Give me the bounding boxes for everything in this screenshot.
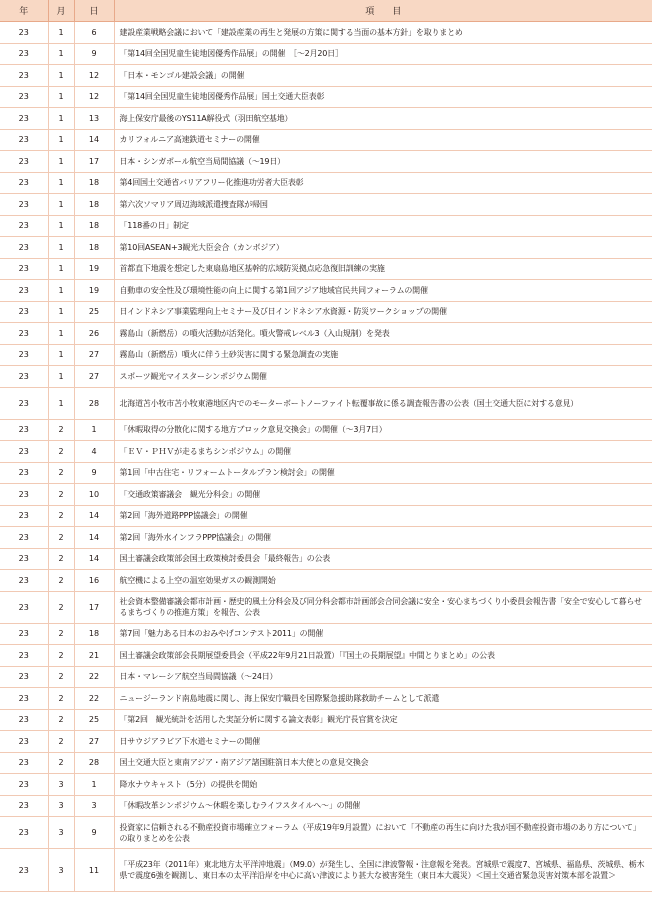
cell-day: 22 <box>74 688 114 710</box>
cell-month: 1 <box>48 237 74 259</box>
cell-item: 「日本・モンゴル建設会議」の開催 <box>114 65 652 87</box>
table-row <box>0 301 652 323</box>
cell-year: 23 <box>0 591 48 623</box>
cell-month: 2 <box>48 709 74 731</box>
cell-year: 23 <box>0 548 48 570</box>
table-row <box>0 462 652 484</box>
cell-year: 23 <box>0 237 48 259</box>
cell-day: 17 <box>74 591 114 623</box>
cell-item: 「第2回 観光統計を活用した実証分析に関する論文表彰」観光庁長官賞を決定 <box>114 709 652 731</box>
cell-day: 12 <box>74 86 114 108</box>
table-row <box>0 215 652 237</box>
cell-month: 1 <box>48 323 74 345</box>
cell-month: 1 <box>48 65 74 87</box>
cell-item: 航空機による上空の温室効果ガスの観測開始 <box>114 570 652 592</box>
table-row <box>0 774 652 796</box>
cell-month: 2 <box>48 462 74 484</box>
table-body <box>0 22 652 892</box>
cell-month: 1 <box>48 43 74 65</box>
cell-day: 14 <box>74 548 114 570</box>
cell-month: 2 <box>48 419 74 441</box>
table-row <box>0 323 652 345</box>
table-row <box>0 666 652 688</box>
cell-year: 23 <box>0 752 48 774</box>
cell-day: 10 <box>74 484 114 506</box>
cell-item: 「交通政策審議会 観光分科会」の開催 <box>114 484 652 506</box>
cell-year: 23 <box>0 527 48 549</box>
cell-day: 3 <box>74 795 114 817</box>
table-row <box>0 591 652 623</box>
cell-day: 17 <box>74 151 114 173</box>
cell-item: 国土交通大臣と東南アジア・南アジア諸国駐箚日本大使との意見交換会 <box>114 752 652 774</box>
cell-year: 23 <box>0 108 48 130</box>
cell-day: 18 <box>74 172 114 194</box>
cell-year: 23 <box>0 419 48 441</box>
cell-item: 「118番の日」制定 <box>114 215 652 237</box>
cell-item: 国土審議会政策部会長期展望委員会（平成22年9月21日設置）「『国土の長期展望』中間とりまとめ」の公表 <box>114 645 652 667</box>
cell-month: 1 <box>48 215 74 237</box>
cell-day: 1 <box>74 419 114 441</box>
cell-day: 9 <box>74 43 114 65</box>
cell-item: 自動車の安全性及び環境性能の向上に関する第1回アジア地域官民共同フォーラムの開催 <box>114 280 652 302</box>
cell-item: 日サウジアラビア下水道セミナーの開催 <box>114 731 652 753</box>
cell-year: 23 <box>0 22 48 44</box>
cell-item: 第10回ASEAN+3観光大臣会合（カンボジア） <box>114 237 652 259</box>
cell-day: 25 <box>74 301 114 323</box>
cell-year: 23 <box>0 484 48 506</box>
cell-month: 1 <box>48 108 74 130</box>
table-row <box>0 366 652 388</box>
cell-day: 18 <box>74 623 114 645</box>
table-row <box>0 237 652 259</box>
cell-month: 3 <box>48 795 74 817</box>
table-row <box>0 86 652 108</box>
table-row <box>0 505 652 527</box>
table-row <box>0 344 652 366</box>
cell-day: 28 <box>74 387 114 419</box>
table-row <box>0 172 652 194</box>
cell-month: 1 <box>48 344 74 366</box>
cell-month: 2 <box>48 666 74 688</box>
table-row <box>0 108 652 130</box>
cell-year: 23 <box>0 151 48 173</box>
cell-day: 12 <box>74 65 114 87</box>
cell-day: 9 <box>74 817 114 849</box>
table-row <box>0 817 652 849</box>
cell-month: 1 <box>48 387 74 419</box>
table-row <box>0 65 652 87</box>
cell-item: 「第14回全国児童生徒地図優秀作品展」国土交通大臣表彰 <box>114 86 652 108</box>
table-row <box>0 484 652 506</box>
cell-item: 第1回「中古住宅・リフォームトータルプラン検討会」の開催 <box>114 462 652 484</box>
cell-year: 23 <box>0 817 48 849</box>
table-row <box>0 570 652 592</box>
cell-year: 23 <box>0 666 48 688</box>
cell-month: 1 <box>48 366 74 388</box>
cell-month: 2 <box>48 527 74 549</box>
cell-year: 23 <box>0 570 48 592</box>
cell-year: 23 <box>0 387 48 419</box>
cell-day: 27 <box>74 344 114 366</box>
cell-item: 「休暇改革シンポジウム～休暇を楽しむライフスタイルへ～」の開催 <box>114 795 652 817</box>
cell-month: 2 <box>48 731 74 753</box>
header-row <box>0 0 652 22</box>
cell-item: 「休暇取得の分散化に関する地方ブロック意見交換会」の開催（～3月7日） <box>114 419 652 441</box>
cell-day: 18 <box>74 194 114 216</box>
cell-item: 社会資本整備審議会都市計画・歴史的風土分科会及び同分科会都市計画部会合同会議に安全・安心まちづくり小委員会報告書「安全で安心して暮らせるまちづくりの推進方策」を報告、公表 <box>114 591 652 623</box>
cell-item: 国土審議会政策部会国土政策検討委員会「最終報告」の公表 <box>114 548 652 570</box>
cell-year: 23 <box>0 645 48 667</box>
cell-day: 6 <box>74 22 114 44</box>
cell-year: 23 <box>0 301 48 323</box>
cell-day: 9 <box>74 462 114 484</box>
cell-month: 2 <box>48 505 74 527</box>
header-month: 月 <box>48 0 74 22</box>
cell-month: 2 <box>48 645 74 667</box>
cell-year: 23 <box>0 709 48 731</box>
cell-month: 1 <box>48 129 74 151</box>
cell-month: 2 <box>48 570 74 592</box>
table-row <box>0 151 652 173</box>
cell-year: 23 <box>0 344 48 366</box>
table-row <box>0 795 652 817</box>
cell-month: 1 <box>48 86 74 108</box>
cell-day: 28 <box>74 752 114 774</box>
cell-item: 日本・シンガポール航空当局間協議（～19日） <box>114 151 652 173</box>
table-row <box>0 280 652 302</box>
cell-day: 14 <box>74 527 114 549</box>
header-item: 項 目 <box>114 0 652 22</box>
cell-item: 「ＥＶ・ＰＨＶが走るまちシンポジウム」の開催 <box>114 441 652 463</box>
table-row <box>0 731 652 753</box>
cell-day: 18 <box>74 237 114 259</box>
cell-day: 16 <box>74 570 114 592</box>
cell-item: 降水ナウキャスト（5分）の提供を開始 <box>114 774 652 796</box>
cell-year: 23 <box>0 366 48 388</box>
cell-year: 23 <box>0 505 48 527</box>
cell-month: 2 <box>48 484 74 506</box>
cell-item: 第2回「海外道路PPP協議会」の開催 <box>114 505 652 527</box>
table-row <box>0 22 652 44</box>
cell-item: 霧島山（新燃岳）噴火に伴う土砂災害に関する緊急調査の実施 <box>114 344 652 366</box>
cell-item: 「平成23年（2011年）東北地方太平洋沖地震」（M9.0）が発生し、全国に津波警報・注意報を発表。宮城県で震度7、宮城県、福島県、茨城県、栃木県で震度6強を観測し、東日本の太平洋沿岸を中心に高い津波により甚大な被害発生（東日本大震災）＜国土交通省緊急災害対策本部を設置＞ <box>114 849 652 892</box>
table-row <box>0 623 652 645</box>
cell-day: 18 <box>74 215 114 237</box>
cell-year: 23 <box>0 86 48 108</box>
table-row <box>0 441 652 463</box>
cell-year: 23 <box>0 849 48 892</box>
table-row <box>0 527 652 549</box>
cell-day: 13 <box>74 108 114 130</box>
table-row <box>0 258 652 280</box>
cell-item: 「第14回全国児童生徒地図優秀作品展」の開催 ［～2月20日］ <box>114 43 652 65</box>
cell-day: 25 <box>74 709 114 731</box>
cell-month: 2 <box>48 548 74 570</box>
table-row <box>0 752 652 774</box>
cell-item: 海上保安庁最後のYS11A解役式（羽田航空基地） <box>114 108 652 130</box>
table-row <box>0 43 652 65</box>
cell-day: 14 <box>74 505 114 527</box>
cell-month: 1 <box>48 280 74 302</box>
table-row <box>0 387 652 419</box>
cell-item: 投資家に信頼される不動産投資市場確立フォーラム（平成19年9月設置）において「不動産の再生に向けた我が国不動産投資市場のあり方について」の取りまとめを公表 <box>114 817 652 849</box>
cell-year: 23 <box>0 172 48 194</box>
header-year: 年 <box>0 0 48 22</box>
cell-year: 23 <box>0 795 48 817</box>
table-row <box>0 419 652 441</box>
cell-day: 19 <box>74 280 114 302</box>
cell-month: 1 <box>48 151 74 173</box>
cell-month: 2 <box>48 688 74 710</box>
cell-year: 23 <box>0 441 48 463</box>
cell-year: 23 <box>0 258 48 280</box>
cell-item: 日本・マレーシア航空当局間協議（～24日） <box>114 666 652 688</box>
cell-day: 11 <box>74 849 114 892</box>
cell-year: 23 <box>0 774 48 796</box>
cell-day: 22 <box>74 666 114 688</box>
cell-item: 日インドネシア事業監理向上セミナー及び日インドネシア水資源・防災ワークショップの開催 <box>114 301 652 323</box>
cell-day: 1 <box>74 774 114 796</box>
table-row <box>0 645 652 667</box>
cell-day: 21 <box>74 645 114 667</box>
cell-item: スポーツ観光マイスターシンポジウム開催 <box>114 366 652 388</box>
table-row <box>0 129 652 151</box>
cell-month: 3 <box>48 849 74 892</box>
cell-item: 第2回「海外水インフラPPP協議会」の開催 <box>114 527 652 549</box>
cell-year: 23 <box>0 323 48 345</box>
cell-month: 1 <box>48 301 74 323</box>
table-row <box>0 709 652 731</box>
table-row <box>0 194 652 216</box>
cell-month: 2 <box>48 623 74 645</box>
cell-year: 23 <box>0 462 48 484</box>
table-row <box>0 849 652 892</box>
header-day: 日 <box>74 0 114 22</box>
cell-day: 27 <box>74 731 114 753</box>
cell-month: 3 <box>48 774 74 796</box>
cell-month: 1 <box>48 194 74 216</box>
cell-month: 2 <box>48 441 74 463</box>
cell-item: 建設産業戦略会議において「建設産業の再生と発展の方策に関する当面の基本方針」を取りまとめ <box>114 22 652 44</box>
cell-month: 1 <box>48 172 74 194</box>
cell-item: カリフォルニア高速鉄道セミナーの開催 <box>114 129 652 151</box>
cell-item: 北海道苫小牧市苫小牧東港地区内でのモーターボートノーファイト転覆事故に係る調査報告書の公表（国土交通大臣に対する意見） <box>114 387 652 419</box>
cell-month: 2 <box>48 591 74 623</box>
cell-month: 3 <box>48 817 74 849</box>
cell-month: 2 <box>48 752 74 774</box>
cell-item: ニュージーランド南島地震に関し、海上保安庁職員を国際緊急援助隊救助チームとして派遣 <box>114 688 652 710</box>
cell-day: 27 <box>74 366 114 388</box>
cell-item: 第六次ソマリア周辺海域派遣捜査隊が帰国 <box>114 194 652 216</box>
cell-item: 第4回国土交通省バリアフリー化推進功労者大臣表彰 <box>114 172 652 194</box>
cell-month: 1 <box>48 258 74 280</box>
cell-item: 首都直下地震を想定した東扇島地区基幹的広域防災拠点応急復旧訓練の実施 <box>114 258 652 280</box>
cell-year: 23 <box>0 731 48 753</box>
cell-item: 第7回「魅力ある日本のおみやげコンテスト2011」の開催 <box>114 623 652 645</box>
cell-year: 23 <box>0 623 48 645</box>
table-row <box>0 688 652 710</box>
cell-year: 23 <box>0 194 48 216</box>
cell-year: 23 <box>0 215 48 237</box>
table-row <box>0 548 652 570</box>
cell-day: 26 <box>74 323 114 345</box>
cell-year: 23 <box>0 129 48 151</box>
cell-year: 23 <box>0 43 48 65</box>
cell-month: 1 <box>48 22 74 44</box>
cell-day: 19 <box>74 258 114 280</box>
cell-year: 23 <box>0 65 48 87</box>
cell-year: 23 <box>0 280 48 302</box>
cell-day: 4 <box>74 441 114 463</box>
cell-day: 14 <box>74 129 114 151</box>
cell-item: 霧島山（新燃岳）の噴火活動が活発化。噴火警戒レベル3（入山規制）を発表 <box>114 323 652 345</box>
cell-year: 23 <box>0 688 48 710</box>
